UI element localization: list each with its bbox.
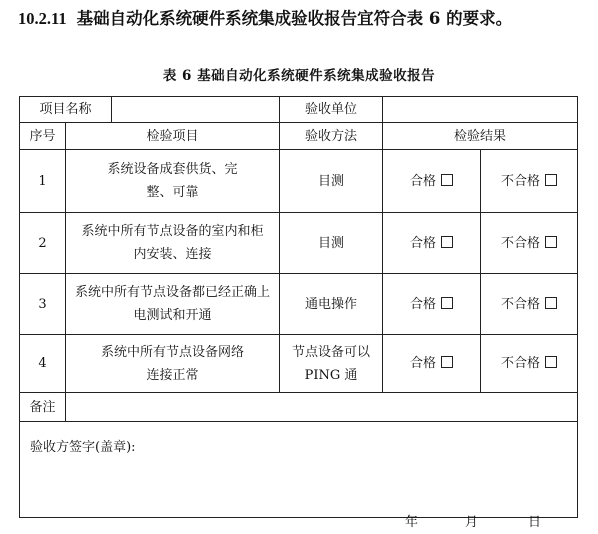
header-result: 检验结果	[383, 123, 578, 150]
remarks-row	[20, 393, 578, 422]
pass-label: 合格	[410, 356, 437, 371]
fail-checkbox[interactable]	[545, 297, 557, 309]
row-seq: 2	[20, 213, 66, 274]
project-info-row	[20, 97, 578, 123]
fail-checkbox[interactable]	[545, 356, 557, 368]
row-seq: 1	[20, 150, 66, 213]
pass-checkbox[interactable]	[441, 236, 453, 248]
table-row	[20, 274, 578, 335]
acceptance-unit-label: 验收单位	[280, 97, 383, 123]
date-month: 月	[465, 515, 479, 530]
header-seq: 序号	[20, 123, 66, 150]
project-name-label: 项目名称	[20, 97, 112, 123]
row-pass-cell	[383, 335, 481, 393]
row-fail-cell	[481, 335, 578, 393]
signature-label: 验收方签字(盖章):	[30, 440, 136, 455]
table-row	[20, 150, 578, 213]
fail-label: 不合格	[501, 173, 541, 189]
row-method: 通电操作	[280, 274, 383, 335]
row-pass-cell	[383, 213, 481, 274]
pass-checkbox[interactable]	[441, 297, 453, 309]
row-pass-cell	[383, 150, 481, 213]
header-item: 检验项目	[66, 123, 280, 150]
fail-checkbox[interactable]	[545, 236, 557, 248]
fail-label: 不合格	[501, 356, 541, 371]
fail-label: 不合格	[501, 235, 541, 251]
table-caption: 表 6 基础自动化系统硬件系统集成验收报告	[162, 68, 436, 84]
signature-row	[20, 422, 578, 518]
row-seq: 4	[20, 335, 66, 393]
row-item: 系统中所有节点设备都已经正确上电测试和开通	[66, 274, 280, 335]
clause-number: 10.2.11	[18, 9, 67, 28]
header-method: 验收方法	[280, 123, 383, 150]
date-year: 年	[405, 515, 419, 530]
table-row	[20, 335, 578, 393]
acceptance-report-table	[19, 96, 578, 530]
remarks-value	[66, 393, 578, 422]
project-name-value	[112, 97, 280, 123]
pass-label: 合格	[410, 296, 437, 312]
pass-label: 合格	[410, 235, 437, 251]
row-seq: 3	[20, 274, 66, 335]
row-fail-cell	[481, 274, 578, 335]
pass-checkbox[interactable]	[441, 356, 453, 368]
row-method: 目测	[280, 150, 383, 213]
row-item: 系统中所有节点设备网络连接正常	[66, 335, 280, 393]
fail-checkbox[interactable]	[545, 174, 557, 186]
row-pass-cell	[383, 274, 481, 335]
row-method: 节点设备可以 PING 通	[280, 335, 383, 393]
row-method: 目测	[280, 213, 383, 274]
pass-label: 合格	[410, 173, 437, 189]
header-row	[20, 123, 578, 150]
pass-checkbox[interactable]	[441, 174, 453, 186]
remarks-label: 备注	[20, 393, 66, 422]
clause-paragraph	[18, 4, 586, 33]
date-day: 日	[528, 515, 542, 530]
fail-label: 不合格	[501, 296, 541, 312]
row-item: 系统设备成套供货、完整、可靠	[66, 150, 280, 213]
clause-text: 基础自动化系统硬件系统集成验收报告宜符合表 6 的要求。	[76, 9, 513, 28]
row-fail-cell	[481, 150, 578, 213]
signature-cell	[20, 422, 578, 530]
table-row	[20, 213, 578, 274]
row-fail-cell	[481, 213, 578, 274]
acceptance-unit-value	[383, 97, 578, 123]
row-item: 系统中所有节点设备的室内和柜内安装、连接	[66, 213, 280, 274]
